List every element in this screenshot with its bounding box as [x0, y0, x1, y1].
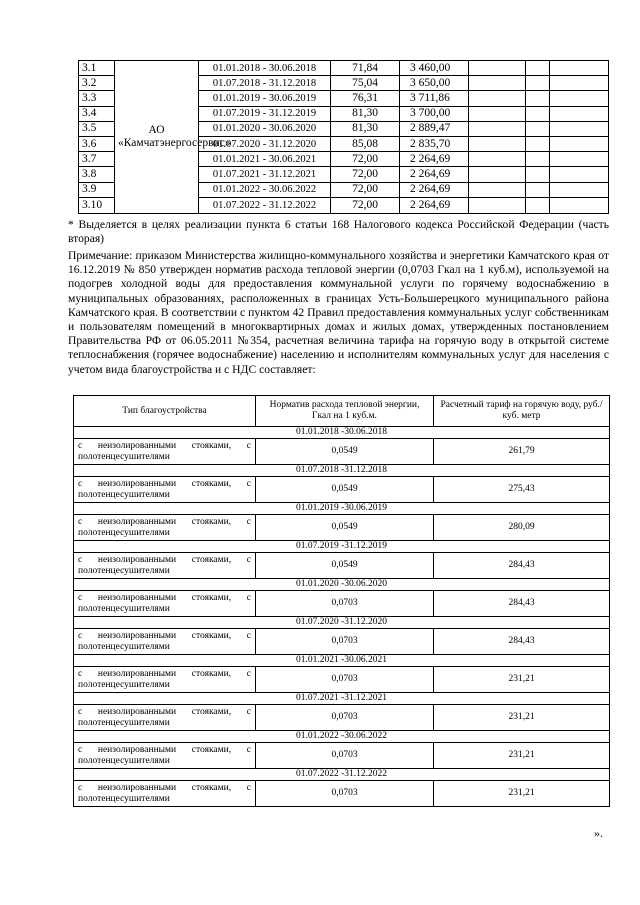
period-label: 01.07.2021 -31.12.2021: [74, 693, 610, 705]
period-label: 01.01.2020 -30.06.2020: [74, 579, 610, 591]
period-cell: 01.01.2021 - 30.06.2021: [199, 152, 331, 167]
tariff-row: [74, 743, 610, 769]
empty-cell: [469, 167, 526, 182]
tariff-table-header: [74, 396, 610, 427]
header-tariff: Расчетный тариф на горячую воду, руб./куб. метр: [434, 396, 610, 427]
value2-cell: 3 460,00: [400, 61, 469, 76]
period-label: 01.01.2019 -30.06.2019: [74, 503, 610, 515]
value1-cell: 85,08: [331, 136, 400, 151]
tariff-value: 284,43: [434, 629, 610, 655]
row-number: 3.9: [79, 182, 115, 197]
value2-cell: 3 650,00: [400, 76, 469, 91]
value1-cell: 76,31: [331, 91, 400, 106]
tariff-row: [74, 477, 610, 503]
value2-cell: 2 264,69: [400, 197, 469, 214]
period-label: 01.01.2022 -30.06.2022: [74, 731, 610, 743]
empty-cell: [469, 197, 526, 214]
value1-cell: 81,30: [331, 121, 400, 136]
period-label: 01.07.2018 -31.12.2018: [74, 465, 610, 477]
norm-value: 0,0703: [256, 743, 434, 769]
tariff-value: 284,43: [434, 553, 610, 579]
tariff-row: [74, 781, 610, 807]
value1-cell: 72,00: [331, 167, 400, 182]
value1-cell: 71,84: [331, 61, 400, 76]
closing-mark: ».: [594, 826, 603, 840]
empty-cell: [550, 91, 609, 106]
value1-cell: 81,30: [331, 106, 400, 121]
period-row: [74, 731, 610, 743]
empty-cell: [550, 182, 609, 197]
norm-value: 0,0703: [256, 629, 434, 655]
period-label: 01.01.2021 -30.06.2021: [74, 655, 610, 667]
tariff-row: [74, 705, 610, 731]
empty-cell: [469, 152, 526, 167]
row-number: 3.7: [79, 152, 115, 167]
tariff-table: [73, 395, 610, 807]
period-cell: 01.07.2019 - 31.12.2019: [199, 106, 331, 121]
value2-cell: 2 264,69: [400, 182, 469, 197]
value1-cell: 72,00: [331, 182, 400, 197]
empty-cell: [550, 61, 609, 76]
tariff-row: [74, 591, 610, 617]
tariff-value: 231,21: [434, 705, 610, 731]
period-cell: 01.01.2022 - 30.06.2022: [199, 182, 331, 197]
tariff-table-body: [74, 396, 610, 807]
note-paragraph: Примечание: приказом Министерства жилищно-коммунального хозяйства и энергетики Камчатского края от 16.12.2019 № 850 утвержден норматив расхода тепловой энергии (0,0703 Гкал на 1 куб.м), используемой на подогрев холодной воды для предоставления коммунальной услуги по горячему водоснабжению в муниципальных образованиях, расположенных в границах Усть-Большерецкого муниципального района Камчатского края. В соответствии с пунктом 42 Правил предоставления коммунальных услуг собственникам и пользователям помещений в многоквартирных домах и жилых домах, утвержденных постановлением Правительства РФ от 06.05.2011 №354, расчетная величина тарифа на горячую воду в открытой системе теплоснабжения (горячее водоснабжение) населению и исполнителям коммунальных услуг для населения с учетом вида благоустройства и с НДС составляет:: [68, 249, 609, 376]
tariff-value: 280,09: [434, 515, 610, 541]
tariff-row: [74, 515, 610, 541]
empty-cell: [469, 121, 526, 136]
period-row: [74, 769, 610, 781]
row-number: 3.8: [79, 167, 115, 182]
period-row: [74, 617, 610, 629]
value2-cell: 3 711,86: [400, 91, 469, 106]
period-label: 01.07.2022 -31.12.2022: [74, 769, 610, 781]
empty-cell: [550, 152, 609, 167]
tariff-row: [74, 553, 610, 579]
period-row: [74, 693, 610, 705]
empty-cell: [526, 182, 550, 197]
row-number: 3.4: [79, 106, 115, 121]
row-number: 3.2: [79, 76, 115, 91]
empty-cell: [550, 76, 609, 91]
tariff-value: 231,21: [434, 781, 610, 807]
empty-cell: [469, 76, 526, 91]
norm-value: 0,0549: [256, 477, 434, 503]
norm-value: 0,0703: [256, 705, 434, 731]
empty-cell: [469, 136, 526, 151]
norm-value: 0,0549: [256, 515, 434, 541]
improvement-type: с неизолированными стояками, с полотенцесушителями: [74, 629, 256, 655]
period-row: [74, 427, 610, 439]
header-type: Тип благоустройства: [74, 396, 256, 427]
improvement-type: с неизолированными стояками, с полотенцесушителями: [74, 477, 256, 503]
period-label: 01.01.2018 -30.06.2018: [74, 427, 610, 439]
rates-table: [78, 60, 609, 214]
norm-value: 0,0549: [256, 553, 434, 579]
value2-cell: 2 264,69: [400, 167, 469, 182]
empty-cell: [550, 106, 609, 121]
period-cell: 01.07.2022 - 31.12.2022: [199, 197, 331, 214]
improvement-type: с неизолированными стояками, с полотенцесушителями: [74, 591, 256, 617]
norm-value: 0,0703: [256, 781, 434, 807]
period-row: [74, 465, 610, 477]
period-cell: 01.07.2018 - 31.12.2018: [199, 76, 331, 91]
improvement-type: с неизолированными стояками, с полотенцесушителями: [74, 743, 256, 769]
period-label: 01.07.2019 -31.12.2019: [74, 541, 610, 553]
value1-cell: 72,00: [331, 197, 400, 214]
tariff-value: 275,43: [434, 477, 610, 503]
period-cell: 01.01.2020 - 30.06.2020: [199, 121, 331, 136]
empty-cell: [526, 76, 550, 91]
row-number: 3.5: [79, 121, 115, 136]
empty-cell: [526, 121, 550, 136]
period-label: 01.07.2020 -31.12.2020: [74, 617, 610, 629]
tariff-value: 261,79: [434, 439, 610, 465]
empty-cell: [550, 197, 609, 214]
norm-value: 0,0549: [256, 439, 434, 465]
row-number: 3.10: [79, 197, 115, 214]
period-cell: 01.01.2019 - 30.06.2019: [199, 91, 331, 106]
tariff-value: 231,21: [434, 667, 610, 693]
empty-cell: [550, 136, 609, 151]
empty-cell: [469, 61, 526, 76]
empty-cell: [469, 91, 526, 106]
improvement-type: с неизолированными стояками, с полотенцесушителями: [74, 439, 256, 465]
header-norm: Норматив расхода тепловой энергии, Гкал на 1 куб.м.: [256, 396, 434, 427]
improvement-type: с неизолированными стояками, с полотенцесушителями: [74, 553, 256, 579]
norm-value: 0,0703: [256, 667, 434, 693]
improvement-type: с неизолированными стояками, с полотенцесушителями: [74, 705, 256, 731]
value1-cell: 75,04: [331, 76, 400, 91]
tariff-value: 284,43: [434, 591, 610, 617]
improvement-type: с неизолированными стояками, с полотенцесушителями: [74, 781, 256, 807]
tariff-value: 231,21: [434, 743, 610, 769]
empty-cell: [526, 106, 550, 121]
value2-cell: 3 700,00: [400, 106, 469, 121]
period-cell: 01.07.2021 - 31.12.2021: [199, 167, 331, 182]
empty-cell: [526, 197, 550, 214]
empty-cell: [526, 61, 550, 76]
improvement-type: с неизолированными стояками, с полотенцесушителями: [74, 515, 256, 541]
period-cell: 01.01.2018 - 30.06.2018: [199, 61, 331, 76]
value2-cell: 2 264,69: [400, 152, 469, 167]
empty-cell: [526, 91, 550, 106]
period-row: [74, 503, 610, 515]
row-number: 3.1: [79, 61, 115, 76]
empty-cell: [526, 136, 550, 151]
empty-cell: [469, 182, 526, 197]
improvement-type: с неизолированными стояками, с полотенцесушителями: [74, 667, 256, 693]
empty-cell: [550, 167, 609, 182]
empty-cell: [526, 167, 550, 182]
period-row: [74, 541, 610, 553]
value2-cell: 2 835,70: [400, 136, 469, 151]
norm-value: 0,0703: [256, 591, 434, 617]
value2-cell: 2 889,47: [400, 121, 469, 136]
tariff-row: [74, 629, 610, 655]
value1-cell: 72,00: [331, 152, 400, 167]
rates-table-row: [79, 61, 609, 76]
row-number: 3.6: [79, 136, 115, 151]
tariff-row: [74, 439, 610, 465]
tariff-row: [74, 667, 610, 693]
footnote: * Выделяется в целях реализации пункта 6 статьи 168 Налогового кодекса Российской Федерации (часть вторая): [68, 218, 609, 246]
period-row: [74, 579, 610, 591]
period-row: [74, 655, 610, 667]
row-number: 3.3: [79, 91, 115, 106]
empty-cell: [526, 152, 550, 167]
rates-table-body: [79, 61, 609, 214]
empty-cell: [469, 106, 526, 121]
period-cell: 01.07.2020 - 31.12.2020: [199, 136, 331, 151]
empty-cell: [550, 121, 609, 136]
organization-name: АО «Камчатэнергосервис»: [115, 61, 199, 214]
